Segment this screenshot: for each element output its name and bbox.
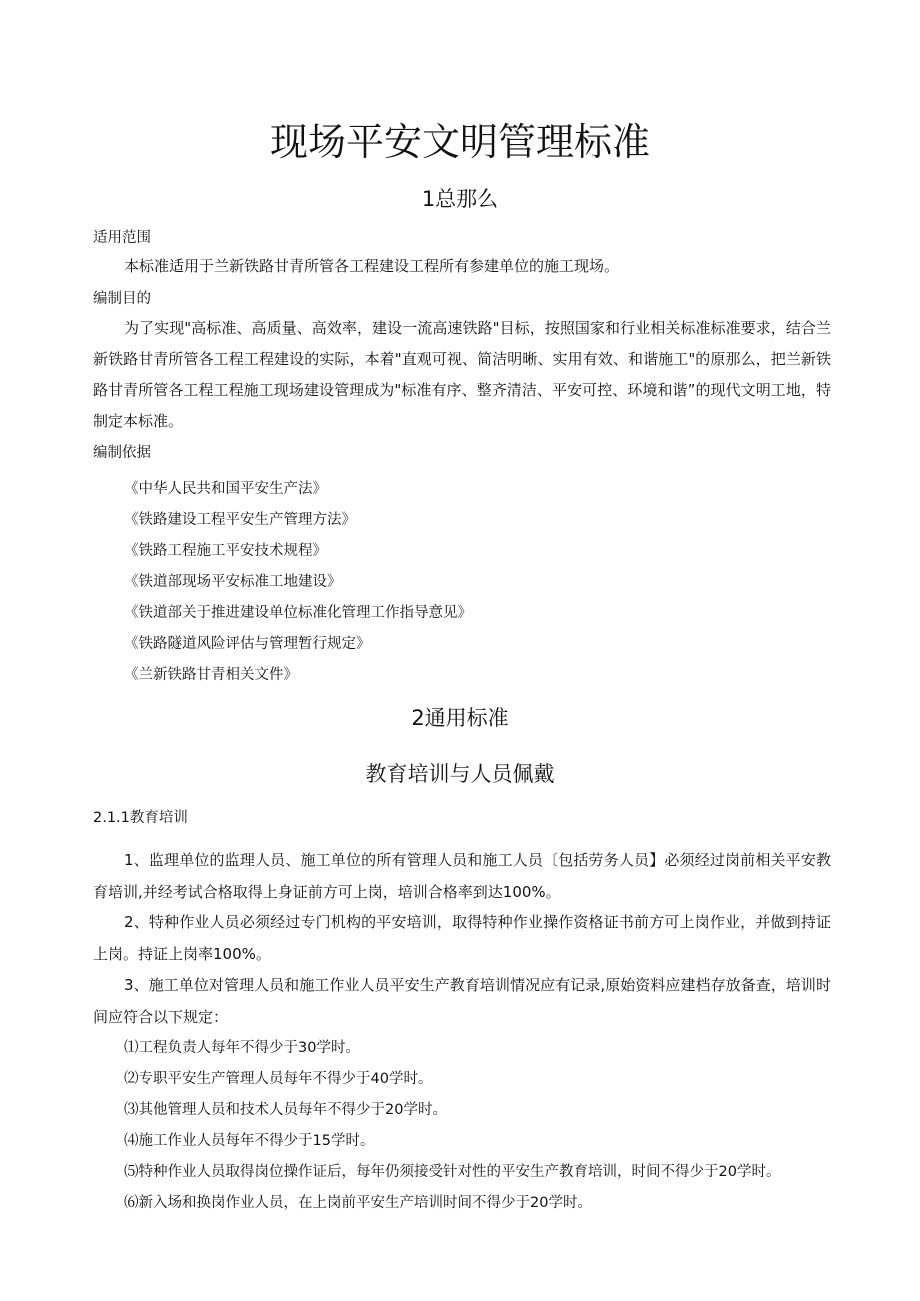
document-title: 现场平安文明管理标准 [269, 120, 650, 164]
list-item: 《铁路建设工程平安生产管理方法》 [124, 512, 356, 528]
scope-paragraph: 本标准适用于兰新铁路甘青所管各工程建设工程所有参建单位的施工现场。 [124, 257, 620, 275]
list-item: ⑹新入场和换岗作业人员，在上岗前平安生产培训时间不得少于20学时。 [124, 1195, 592, 1211]
list-item: ⑴工程负责人每年不得少于30学时。 [124, 1040, 360, 1056]
list-item: 《铁路工程施工平安技术规程》 [124, 543, 327, 559]
list-item: ⑷施工作业人员每年不得少于15学时。 [124, 1133, 375, 1149]
basis-list [124, 474, 472, 691]
subsection-label: 2.1.1教育培训 [93, 810, 188, 826]
list-item: 《铁道部现场平安标准工地建设》 [124, 574, 342, 590]
list-item: 《中华人民共和国平安生产法》 [124, 481, 327, 497]
list-item: 《兰新铁路甘青相关文件》 [124, 667, 298, 683]
scope-label: 适用范围 [93, 230, 151, 246]
training-paragraph-3: 3、施工单位对管理人员和施工作业人员平安生产教育培训情况应有记录,原始资料应建档存放备查，培训时间应符合以下规定： [93, 976, 831, 1026]
chapter-1-heading: 1总那么 [421, 187, 499, 211]
training-paragraph-2: 2、特种作业人员必须经过专门机构的平安培训，取得特种作业操作资格证书前方可上岗作业，并做到持证上岗。持证上岗率100%。 [93, 913, 831, 963]
section-heading: 教育培训与人员佩戴 [365, 762, 555, 786]
list-item: ⑶其他管理人员和技术人员每年不得少于20学时。 [124, 1102, 447, 1118]
list-item: 《铁路隧道风险评估与管理暂行规定》 [124, 636, 371, 652]
basis-label: 编制依据 [93, 445, 151, 461]
chapter-2-heading: 2通用标准 [411, 706, 509, 730]
training-hours-list [124, 1033, 780, 1219]
training-paragraph-1: 1、监理单位的监理人员、施工单位的所有管理人员和施工人员〔包括劳务人员】必须经过岗前相关平安教育培训,并经考试合格取得上身证前方可上岗，培训合格率到达100%。 [93, 851, 831, 901]
list-item: ⑸特种作业人员取得岗位操作证后，每年仍须接受针对性的平安生产教育培训，时间不得少于20学时。 [124, 1164, 781, 1180]
list-item: 《铁道部关于推进建设单位标准化管理工作指导意见》 [124, 605, 472, 621]
purpose-paragraph: 为了实现"高标准、高质量、高效率，建设一流高速铁路"目标，按照国家和行业相关标准标准要求，结合兰新铁路甘青所管各工程工程建设的实际，本着"直观可视、简洁明晰、实用有效、和谐施工"的原那么，把兰新铁路甘青所管各工程工程施工现场建设管理成为"标准有序、整齐清洁、平安可控、环境和谐”的现代文明工地，特制定本标准。 [93, 319, 831, 430]
purpose-label: 编制目的 [93, 291, 151, 307]
list-item: ⑵专职平安生产管理人员每年不得少于40学时。 [124, 1071, 433, 1087]
